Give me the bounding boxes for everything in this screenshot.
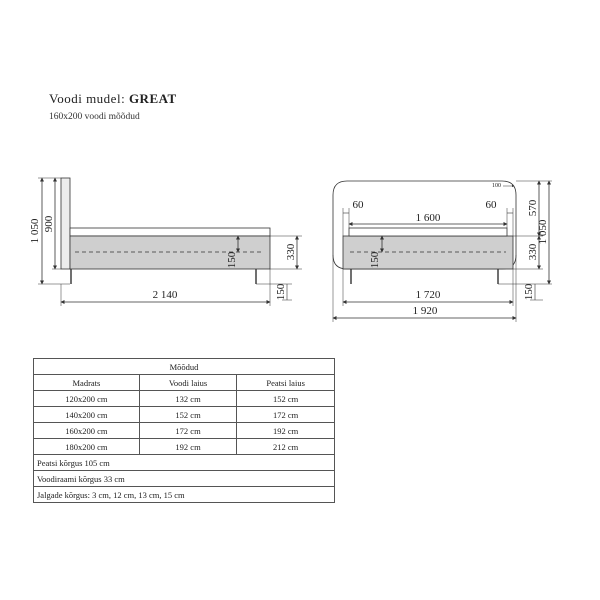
side-frame-height-label: 330 [285, 243, 297, 261]
table-cell: 132 cm [139, 391, 236, 407]
table-cell: 172 cm [139, 423, 236, 439]
table-title: Mõõdud [34, 359, 335, 375]
table-note-row [34, 471, 335, 487]
front-corner-label: 100 [492, 183, 501, 189]
table-cell: 120x200 cm [34, 391, 140, 407]
side-length-label: 2 140 [152, 289, 178, 301]
table-cell: 192 cm [237, 423, 335, 439]
side-frame [70, 236, 270, 269]
note-headboard-height: Peatsi kõrgus 105 cm [34, 455, 335, 471]
front-frame-height-label: 330 [527, 243, 539, 261]
table-cell: 180x200 cm [34, 439, 140, 455]
front-frame-width-label: 1 720 [415, 289, 441, 301]
front-upper-height-label: 570 [527, 199, 539, 217]
front-inner-width-label: 1 600 [415, 212, 441, 224]
table-cell: 160x200 cm [34, 423, 140, 439]
table-header-bed-width: Voodi laius [139, 375, 236, 391]
side-view [38, 178, 302, 306]
table-cell: 140x200 cm [34, 407, 140, 423]
note-frame-height: Voodiraami kõrgus 33 cm [34, 471, 335, 487]
table-row [34, 391, 335, 407]
page-subtitle: 160x200 voodi mõõdud [49, 112, 140, 122]
side-inner-depth-label: 150 [226, 251, 238, 269]
table-row [34, 407, 335, 423]
side-total-height-label: 1 050 [29, 218, 41, 244]
front-rail-left-label: 60 [352, 199, 364, 211]
title-label: Voodi mudel: [49, 91, 126, 106]
table-cell: 152 cm [237, 391, 335, 407]
side-headboard-height-label: 900 [43, 215, 55, 233]
front-total-width-label: 1 920 [412, 305, 438, 317]
front-view [333, 181, 552, 322]
model-name: GREAT [128, 91, 177, 106]
dimensions-table [33, 358, 335, 503]
side-leg-height-label: 150 [275, 283, 287, 301]
table-cell: 172 cm [237, 407, 335, 423]
side-mattress [70, 228, 270, 236]
table-header-row [34, 375, 335, 391]
table-header-mattress: Madrats [34, 375, 140, 391]
table-row [34, 439, 335, 455]
front-inner-depth-label: 150 [369, 251, 381, 269]
table-note-row [34, 487, 335, 503]
note-leg-heights: Jalgade kõrgus: 3 cm, 12 cm, 13 cm, 15 cm [34, 487, 335, 503]
table-header-headboard-width: Peatsi laius [237, 375, 335, 391]
table-cell: 152 cm [139, 407, 236, 423]
table-note-row [34, 455, 335, 471]
front-rail-right-label: 60 [485, 199, 497, 211]
table-row [34, 423, 335, 439]
side-headboard [61, 178, 70, 269]
front-mattress [349, 228, 507, 236]
table-cell: 192 cm [139, 439, 236, 455]
front-leg-height-label: 150 [523, 283, 535, 301]
table-cell: 212 cm [237, 439, 335, 455]
front-total-height-label: 1 050 [537, 219, 549, 245]
